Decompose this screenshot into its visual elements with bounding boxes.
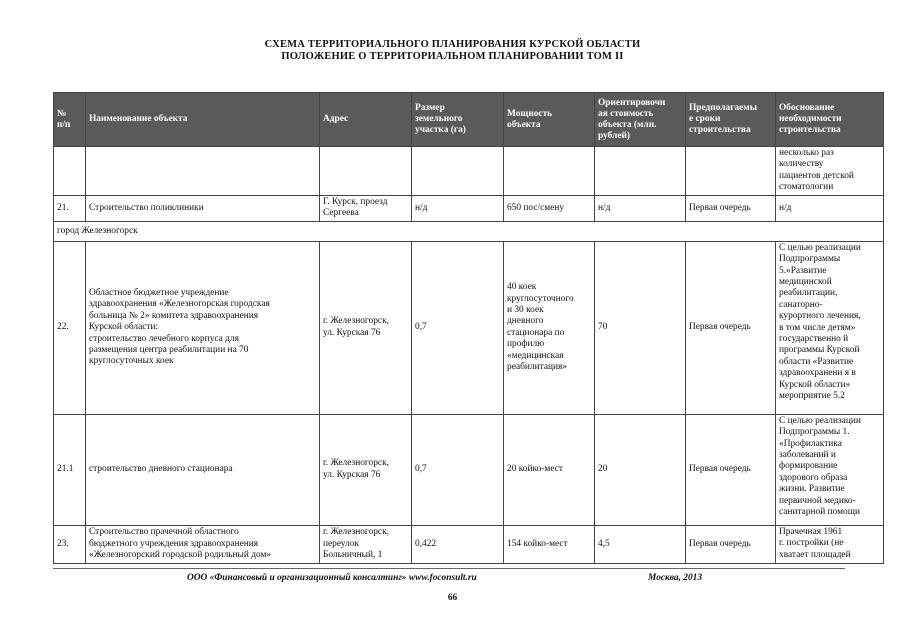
table-section-row (54, 221, 884, 241)
cell-capacity: 650 пос/смену (504, 196, 595, 222)
cell-term: Первая очередь (686, 525, 776, 563)
cell-capacity: 40 коек круглосуточного и 30 коек дневного стационара по профилю «медицинская реабилитация» (504, 241, 595, 414)
cell-name (86, 147, 320, 196)
cell-term: Первая очередь (686, 414, 776, 525)
cell-area (412, 147, 504, 196)
table-row (54, 241, 884, 414)
cell-name: Строительство поликлиники (86, 196, 320, 222)
cell-cost: 70 (595, 241, 686, 414)
col-header-area: Размер земельного участка (га) (412, 93, 504, 147)
col-header-name: Наименование объекта (86, 93, 320, 147)
cell-num (54, 147, 86, 196)
section-title: город Железногорск (54, 221, 884, 241)
cell-cost: 20 (595, 414, 686, 525)
cell-capacity: 154 койко-мест (504, 525, 595, 563)
cell-address: г. Железногорск, ул. Курская 76 (320, 414, 412, 525)
col-header-term: Предполагаемы е сроки строительства (686, 93, 776, 147)
col-header-address: Адрес (320, 93, 412, 147)
col-header-capacity: Мощность объекта (504, 93, 595, 147)
col-header-cost: Ориентировочн ая стоимость объекта (млн. рублей) (595, 93, 686, 147)
table-row (54, 196, 884, 222)
cell-term: Первая очередь (686, 241, 776, 414)
cell-num: 21. (54, 196, 86, 222)
document-title: СХЕМА ТЕРРИТОРИАЛЬНОГО ПЛАНИРОВАНИЯ КУРСКОЙ ОБЛАСТИ (264, 39, 641, 50)
col-header-num: № п/п (54, 93, 86, 147)
cell-area: 0,7 (412, 241, 504, 414)
cell-reason: несколько раз количеству пациентов детской стоматологии (776, 147, 884, 196)
cell-name: строительство дневного стационара (86, 414, 320, 525)
cell-cost: 4,5 (595, 525, 686, 563)
cell-address (320, 147, 412, 196)
cell-num: 22. (54, 241, 86, 414)
footer-divider (53, 568, 845, 569)
col-header-reason: Обоснование необходимости строительства (776, 93, 884, 147)
cell-address: Г. Курск, проезд Сергеева (320, 196, 412, 222)
cell-reason: С целью реализации Подпрограммы 5.«Развитие медицинской реабилитации, санаторно- курортного лечения, в том числе детям» государственно й программы Курской области «Развитие здравоохранени я в Курской области» мероприятие 5.2 (776, 241, 884, 414)
cell-term (686, 147, 776, 196)
cell-capacity: 20 койко-мест (504, 414, 595, 525)
table-row (54, 525, 884, 563)
table-header-row (54, 93, 884, 147)
cell-address: г. Железногорск, ул. Курская 76 (320, 241, 412, 414)
cell-reason: С целью реализации Подпрограммы 1. «Профилактика заболеваний и формирование здорового образа жизни. Развитие первичной медико- санитарной помощи (776, 414, 884, 525)
cell-reason: н/д (776, 196, 884, 222)
document-subtitle: ПОЛОЖЕНИЕ О ТЕРРИТОРИАЛЬНОМ ПЛАНИРОВАНИИ ТОМ II (281, 51, 624, 62)
footer-city-year: Москва, 2013 (648, 573, 703, 583)
cell-area: 0,422 (412, 525, 504, 563)
footer-company: ООО «Финансовый и организационный консалтинг» www.foconsult.ru (187, 573, 477, 583)
cell-cost (595, 147, 686, 196)
table-row (54, 414, 884, 525)
table-row (54, 147, 884, 196)
planning-table (53, 92, 884, 564)
cell-term: Первая очередь (686, 196, 776, 222)
cell-cost: н/д (595, 196, 686, 222)
page-number: 66 (447, 593, 458, 603)
cell-area: 0,7 (412, 414, 504, 525)
cell-num: 21.1 (54, 414, 86, 525)
cell-address: г. Железногорск, переулок Больничный, 1 (320, 525, 412, 563)
cell-capacity (504, 147, 595, 196)
cell-area: н/д (412, 196, 504, 222)
cell-name: Областное бюджетное учреждение здравоохранения «Железногорская городская больница № 2» комитета здравоохранения Курской области: строительство лечебного корпуса для размещения центра реабилитации на 70 круглосуточных коек (86, 241, 320, 414)
cell-reason: Прачечная 1961 г. постройки (не хватает площадей (776, 525, 884, 563)
cell-name: Строительство прачечной областного бюджетного учреждения здравоохранения «Железногорский городской родильный дом» (86, 525, 320, 563)
cell-num: 23. (54, 525, 86, 563)
